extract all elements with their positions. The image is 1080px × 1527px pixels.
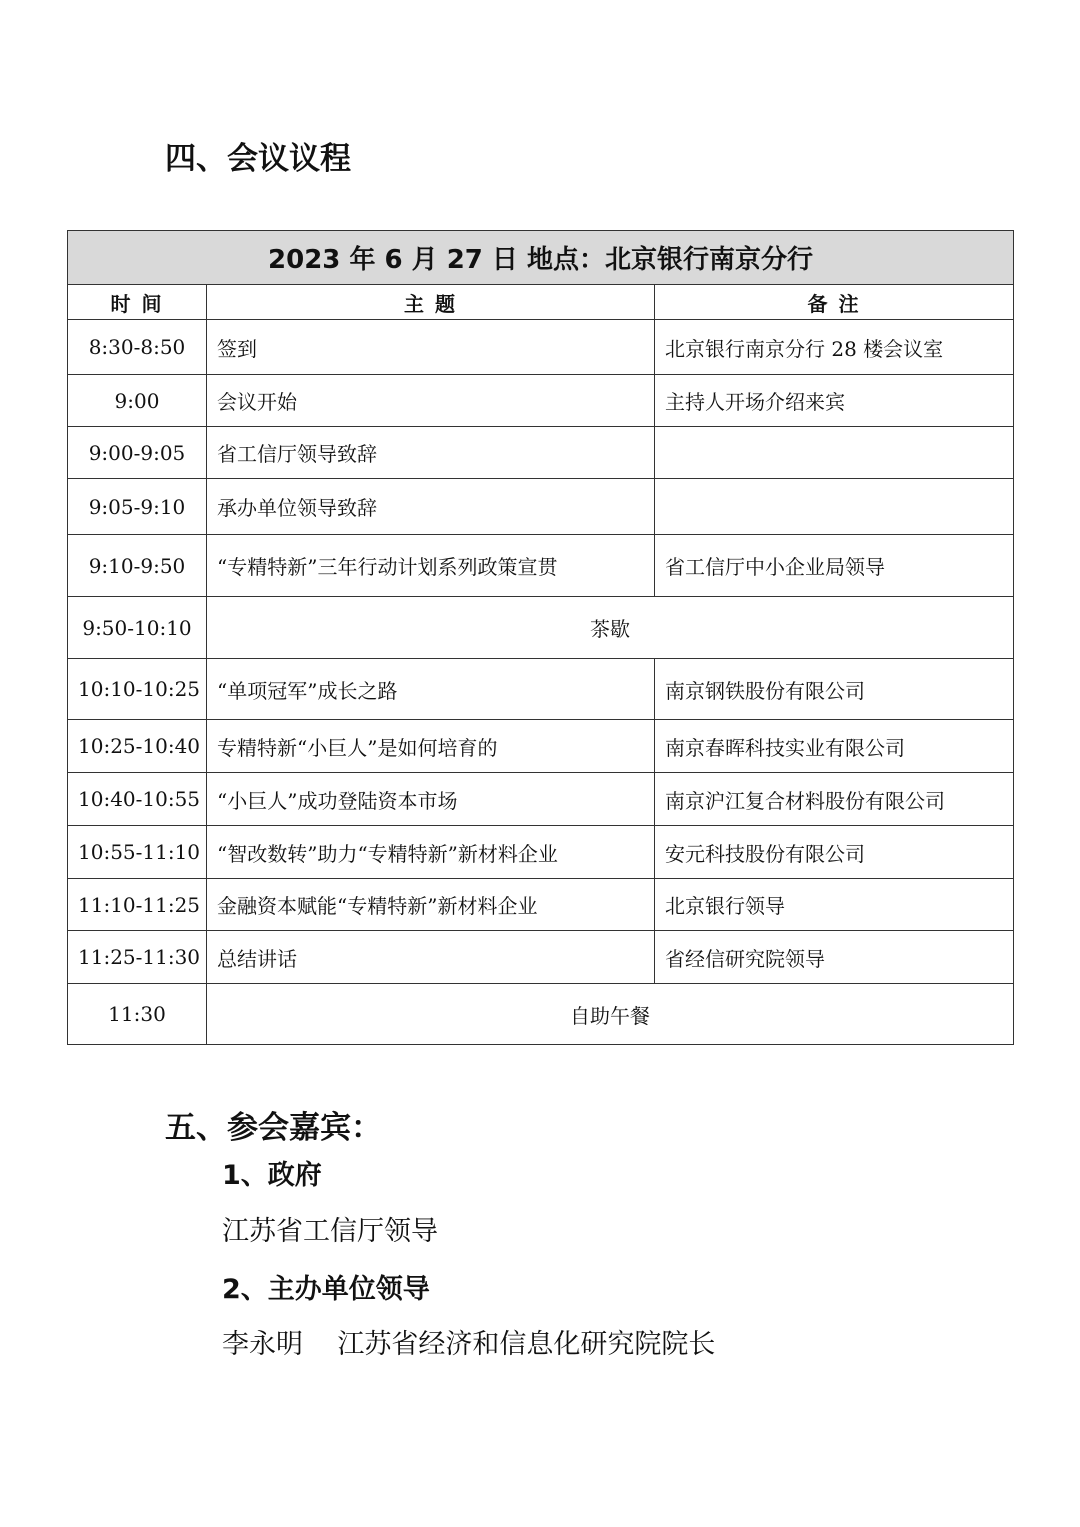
guest-group-host-text: 李永明 江苏省经济和信息化研究院院长 xyxy=(222,1329,716,1360)
row-note: 省工信厅中小企业局领导 xyxy=(655,535,1014,597)
row-time: 9:05-9:10 xyxy=(68,479,207,535)
header-topic: 主 题 xyxy=(207,285,655,320)
table-row xyxy=(68,931,1014,984)
header-note: 备 注 xyxy=(655,285,1014,320)
row-note: 主持人开场介绍来宾 xyxy=(655,375,1014,427)
table-row xyxy=(68,984,1014,1045)
row-topic: 专精特新“小巨人”是如何培育的 xyxy=(207,720,655,773)
table-row xyxy=(68,720,1014,773)
row-note: 北京银行领导 xyxy=(655,879,1014,931)
table-row xyxy=(68,659,1014,720)
row-time: 9:10-9:50 xyxy=(68,535,207,597)
row-merged: 自助午餐 xyxy=(207,984,1014,1045)
row-topic: “单项冠军”成长之路 xyxy=(207,659,655,720)
table-row xyxy=(68,597,1014,659)
row-topic: 承办单位领导致辞 xyxy=(207,479,655,535)
row-note: 南京春晖科技实业有限公司 xyxy=(655,720,1014,773)
table-row xyxy=(68,427,1014,479)
table-row xyxy=(68,879,1014,931)
row-time: 11:30 xyxy=(68,984,207,1045)
row-topic: “智改数转”助力“专精特新”新材料企业 xyxy=(207,826,655,879)
row-note xyxy=(655,427,1014,479)
header-time: 时 间 xyxy=(68,285,207,320)
row-note xyxy=(655,479,1014,535)
row-time: 11:25-11:30 xyxy=(68,931,207,984)
agenda-header-row xyxy=(68,285,1014,320)
row-time: 9:00-9:05 xyxy=(68,427,207,479)
table-row xyxy=(68,479,1014,535)
row-time: 11:10-11:25 xyxy=(68,879,207,931)
row-topic: “专精特新”三年行动计划系列政策宣贯 xyxy=(207,535,655,597)
row-time: 10:25-10:40 xyxy=(68,720,207,773)
row-note: 安元科技股份有限公司 xyxy=(655,826,1014,879)
guest-group-host-label: 2、主办单位领导 xyxy=(222,1274,430,1305)
agenda-title: 2023 年 6 月 27 日 地点：北京银行南京分行 xyxy=(68,231,1014,285)
section-heading-guests: 五、参会嘉宾： xyxy=(165,1110,382,1146)
row-topic: 签到 xyxy=(207,320,655,375)
row-time: 9:00 xyxy=(68,375,207,427)
row-time: 8:30-8:50 xyxy=(68,320,207,375)
agenda-title-row xyxy=(68,231,1014,285)
row-topic: 总结讲话 xyxy=(207,931,655,984)
table-row xyxy=(68,773,1014,826)
row-note: 省经信研究院领导 xyxy=(655,931,1014,984)
row-topic: 省工信厅领导致辞 xyxy=(207,427,655,479)
row-time: 9:50-10:10 xyxy=(68,597,207,659)
table-row xyxy=(68,320,1014,375)
row-topic: “小巨人”成功登陆资本市场 xyxy=(207,773,655,826)
row-merged: 茶歇 xyxy=(207,597,1014,659)
guest-group-government-label: 1、政府 xyxy=(222,1160,322,1191)
row-time: 10:55-11:10 xyxy=(68,826,207,879)
section-heading-agenda: 四、会议议程 xyxy=(165,141,351,177)
row-note: 南京沪江复合材料股份有限公司 xyxy=(655,773,1014,826)
row-note: 北京银行南京分行 28 楼会议室 xyxy=(655,320,1014,375)
row-note: 南京钢铁股份有限公司 xyxy=(655,659,1014,720)
row-topic: 会议开始 xyxy=(207,375,655,427)
row-time: 10:10-10:25 xyxy=(68,659,207,720)
table-row xyxy=(68,375,1014,427)
row-time: 10:40-10:55 xyxy=(68,773,207,826)
agenda-table xyxy=(67,230,1014,1045)
table-row xyxy=(68,535,1014,597)
table-row xyxy=(68,826,1014,879)
row-topic: 金融资本赋能“专精特新”新材料企业 xyxy=(207,879,655,931)
guest-group-government-text: 江苏省工信厅领导 xyxy=(222,1216,438,1247)
